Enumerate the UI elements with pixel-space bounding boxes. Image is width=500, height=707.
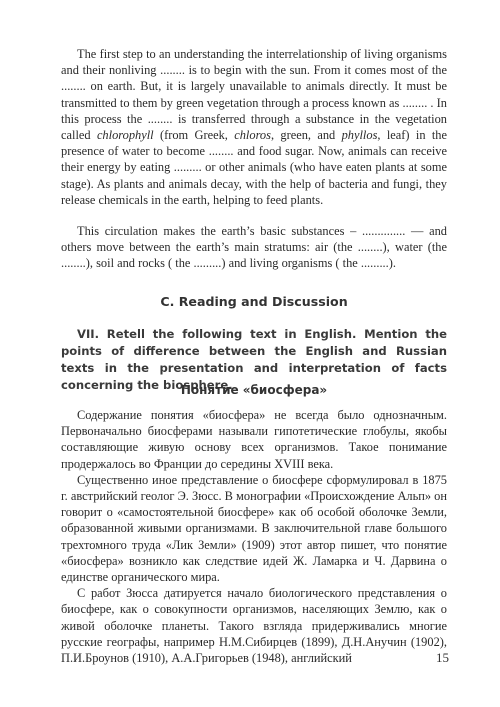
page-number: 15 <box>436 650 449 665</box>
text-run: The first step to an understanding the interrelationship of living organisms and their nonliving ........ is to begin with the sun. From it comes most of the ........ on earth. But, it is largely unavailable to animals directly. It must be transmitted to them by green vegetation through a process known as ........ . In this process the ........ is transferred through a substance in the vegetation called <box>61 47 447 143</box>
term-phyllos: phyllos <box>341 128 378 143</box>
russian-paragraph-2: Существенно иное представление о биосфере сформулировал в 1875 г. австрийский геолог Э. Зюсс. В монографии «Происхождение Альп» он говорит о «самостоятельной биосфере» как об особой оболочке Земли, образованной живыми организмами. В заключительной главе большого трехтомного труда «Лик Земли» (1909) этот автор пишет, что понятие «биосфера» возникло как следствие идей Ж. Ламарка и Ч. Дарвина о единстве органического мира. <box>61 472 447 585</box>
term-chlorophyll: chlorophyll <box>96 128 154 143</box>
section-heading: C. Reading and Discussion <box>160 294 348 309</box>
english-paragraph-2 <box>61 223 447 272</box>
term-chloros: chloros <box>234 128 271 143</box>
english-paragraph-2-text: This circulation makes the earth’s basic substances – .............. — and others move between the earth’s main stratums: air (the ........), water (the ........), soil and rocks ( the .........) and living organisms ( the .........). <box>61 224 447 271</box>
english-paragraph-1 <box>61 46 447 208</box>
english-paragraph-1-text <box>61 46 447 208</box>
text-run: , leaf) in the presence of water to become ........ and food sugar. Now, animals can receive their energy by eating ......... or other animals (who have eaten plants at some stage). As plants and animals decay, with the help of bacteria and fungi, they release chemicals in the earth, helping to feed plants. <box>61 128 447 207</box>
exercise-number: VII. <box>77 327 100 341</box>
text-run: , green, and <box>270 128 342 143</box>
russian-paragraph-1: Содержание понятия «биосфера» не всегда было однозначным. Первоначально биосферами называли гипотетические глобулы, якобы составляющие живую основу всех организмов. Такое понимание продержалось во Франции до середины XVIII века. <box>61 408 447 471</box>
russian-paragraph-3: С работ Зюсса датируется начало биологического представления о биосфере, как о совокупности организмов, населяющих Землю, как о живой оболочке планеты. Такого взгляда придерживались многие русские географы, например Н.М.Сибирцев (1899), Д.Н.Анучин (1902), П.И.Броунов (1910), А.А.Григорьев (1948), английский <box>61 586 447 666</box>
russian-text-body <box>61 407 447 666</box>
text-run: (from Greek, <box>153 128 235 143</box>
russian-text-title: Понятие «биосфера» <box>180 383 328 397</box>
exercise-text: Retell the following text in English. Mention the points of difference between the English and Russian texts in the presentation and interpretation of facts concerning the biosphere. <box>61 327 447 392</box>
